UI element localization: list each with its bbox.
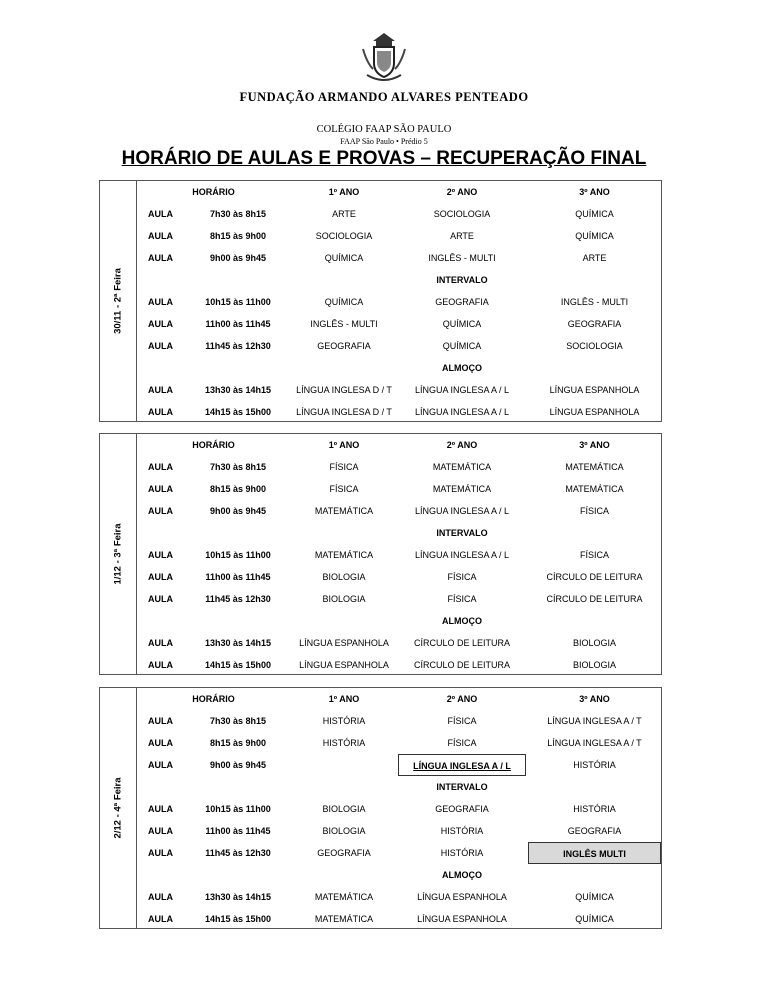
aula-label: AULA — [148, 341, 173, 351]
time-slot: 11h00 às 11h45 — [205, 572, 271, 582]
subject-year-2: LÍNGUA INGLESA A / L — [414, 506, 510, 516]
header-row — [137, 434, 661, 456]
subject-year-3: LÍNGUA INGLESA A / T — [547, 716, 642, 726]
day-label: 1/12 - 3ª Feira — [112, 523, 124, 585]
header-year-1: 1º ANO — [328, 187, 360, 197]
subject-year-2-highlighted: LÍNGUA INGLESA A / L — [398, 754, 526, 776]
day-label-column — [100, 181, 137, 421]
subject-year-2: FÍSICA — [447, 572, 477, 582]
time-slot: 11h00 às 11h45 — [205, 319, 271, 329]
almoco-label: ALMOÇO — [442, 363, 482, 373]
subject-year-2: GEOGRAFIA — [435, 297, 489, 307]
aula-label: AULA — [148, 914, 173, 924]
almoco-row — [137, 864, 661, 886]
table-row — [137, 203, 661, 225]
header-year-3: 3º ANO — [579, 694, 610, 704]
subject-year-3: MATEMÁTICA — [565, 462, 624, 472]
aula-label: AULA — [148, 892, 173, 902]
almoco-label: ALMOÇO — [442, 616, 482, 626]
subject-year-2: FÍSICA — [447, 738, 477, 748]
time-slot: 11h45 às 12h30 — [205, 341, 271, 351]
time-slot: 10h15 às 11h00 — [205, 804, 271, 814]
subject-year-1: LÍNGUA INGLESA D / T — [296, 385, 392, 395]
subject-year-1: INGLÊS - MULTI — [310, 319, 378, 329]
subject-year-1: HISTÓRIA — [322, 716, 366, 726]
time-slot: 13h30 às 14h15 — [204, 638, 272, 648]
aula-label: AULA — [148, 209, 173, 219]
subject-year-3: CÍRCULO DE LEITURA — [546, 572, 643, 582]
aula-label: AULA — [148, 231, 173, 241]
aula-label: AULA — [148, 572, 173, 582]
aula-label: AULA — [148, 253, 173, 263]
subject-year-2: LÍNGUA INGLESA A / L — [414, 550, 510, 560]
aula-label: AULA — [148, 319, 173, 329]
subject-year-2: QUÍMICA — [442, 341, 482, 351]
table-row — [137, 379, 661, 401]
table-row — [137, 886, 661, 908]
time-slot: 7h30 às 8h15 — [209, 209, 267, 219]
intervalo-row — [137, 269, 661, 291]
header-row — [137, 688, 661, 710]
aula-label: AULA — [148, 506, 173, 516]
aula-label: AULA — [148, 638, 173, 648]
header-year-1: 1º ANO — [328, 694, 360, 704]
intervalo-row — [137, 776, 661, 798]
aula-label: AULA — [148, 550, 173, 560]
subject-year-3: INGLÊS - MULTI — [560, 297, 629, 307]
intervalo-label: INTERVALO — [436, 275, 488, 285]
subject-year-3: MATEMÁTICA — [565, 484, 624, 494]
table-row — [137, 544, 661, 566]
table-row — [137, 401, 661, 423]
header-year-3: 3º ANO — [579, 440, 610, 450]
subject-year-3-highlighted: INGLÊS MULTI — [528, 842, 661, 864]
table-row — [137, 566, 661, 588]
time-slot: 10h15 às 11h00 — [205, 550, 271, 560]
aula-label: AULA — [148, 660, 173, 670]
table-row — [137, 842, 661, 864]
organization-name: FUNDAÇÃO ARMANDO ALVARES PENTEADO — [239, 90, 529, 104]
subject-year-1: MATEMÁTICA — [314, 892, 374, 902]
subject-year-3: GEOGRAFIA — [567, 319, 622, 329]
subject-year-3: QUÍMICA — [575, 209, 614, 219]
subject-year-1: MATEMÁTICA — [314, 914, 374, 924]
subject-year-1: LÍNGUA ESPANHOLA — [299, 638, 389, 648]
time-slot: 8h15 às 9h00 — [209, 231, 267, 241]
schedule-block-day-1 — [99, 180, 662, 422]
subject-year-2: LÍNGUA INGLESA A / L — [414, 385, 510, 395]
table-row — [137, 732, 661, 754]
subject-year-3: LÍNGUA ESPANHOLA — [549, 385, 640, 395]
aula-label: AULA — [148, 716, 173, 726]
intervalo-label: INTERVALO — [436, 528, 488, 538]
time-slot: 8h15 às 9h00 — [209, 738, 267, 748]
subject-year-3: SOCIOLOGIA — [566, 341, 623, 351]
subject-year-1: BIOLOGIA — [322, 594, 366, 604]
subject-year-2: INGLÊS - MULTI — [428, 253, 496, 263]
almoco-row — [137, 610, 661, 632]
day-label-column — [100, 688, 137, 928]
day-label: 30/11 - 2ª Feira — [112, 268, 124, 334]
aula-label: AULA — [148, 484, 173, 494]
aula-label: AULA — [148, 760, 173, 770]
time-slot: 9h00 às 9h45 — [209, 506, 267, 516]
schedule-block-day-2 — [99, 433, 662, 675]
page-title: HORÁRIO DE AULAS E PROVAS – RECUPERAÇÃO FINAL — [121, 148, 647, 169]
subject-year-2: FÍSICA — [447, 594, 477, 604]
subject-year-2: FÍSICA — [447, 716, 477, 726]
subject-year-3: QUÍMICA — [575, 914, 614, 924]
subject-year-3: ARTE — [582, 253, 607, 263]
subject-year-1: HISTÓRIA — [322, 738, 366, 748]
subject-year-3: FÍSICA — [579, 550, 609, 560]
table-row — [137, 908, 661, 930]
subject-year-3: QUÍMICA — [575, 892, 614, 902]
schedule-block-day-3 — [99, 687, 662, 929]
aula-label: AULA — [148, 848, 173, 858]
table-row — [137, 710, 661, 732]
header-year-1: 1º ANO — [328, 440, 360, 450]
time-slot: 13h30 às 14h15 — [204, 385, 272, 395]
aula-label: AULA — [148, 462, 173, 472]
aula-label: AULA — [148, 826, 173, 836]
building-location: FAAP São Paulo • Prédio 5 — [340, 137, 428, 146]
table-row — [137, 247, 661, 269]
subject-year-2: CÍRCULO DE LEITURA — [413, 660, 511, 670]
time-slot: 11h45 às 12h30 — [205, 848, 271, 858]
aula-label: AULA — [148, 804, 173, 814]
subject-year-1: SOCIOLOGIA — [315, 231, 373, 241]
subject-year-1 — [292, 754, 396, 776]
time-slot: 11h45 às 12h30 — [205, 594, 271, 604]
subject-year-2: HISTÓRIA — [440, 848, 484, 858]
subject-year-2: LÍNGUA ESPANHOLA — [417, 892, 507, 902]
subject-year-3: HISTÓRIA — [573, 804, 616, 814]
table-row — [137, 291, 661, 313]
table-row — [137, 798, 661, 820]
time-slot: 7h30 às 8h15 — [209, 716, 267, 726]
subject-year-2: LÍNGUA ESPANHOLA — [417, 914, 507, 924]
subject-year-1: MATEMÁTICA — [314, 506, 374, 516]
table-row — [137, 456, 661, 478]
subject-year-3: LÍNGUA ESPANHOLA — [549, 407, 640, 417]
day-label: 2/12 - 4ª Feira — [112, 777, 124, 839]
subject-year-1: BIOLOGIA — [322, 826, 366, 836]
subject-year-1: ARTE — [332, 209, 356, 219]
time-slot: 10h15 às 11h00 — [205, 297, 271, 307]
subject-year-2: QUÍMICA — [442, 319, 482, 329]
header-horario: HORÁRIO — [192, 694, 235, 704]
subject-year-2: SOCIOLOGIA — [433, 209, 491, 219]
subject-year-1: FÍSICA — [329, 462, 359, 472]
subject-year-3: BIOLOGIA — [572, 638, 616, 648]
subject-year-3: CÍRCULO DE LEITURA — [546, 594, 643, 604]
time-slot: 9h00 às 9h45 — [209, 760, 267, 770]
aula-label: AULA — [148, 738, 173, 748]
time-slot: 14h15 às 15h00 — [204, 407, 272, 417]
header-row — [137, 181, 661, 203]
aula-label: AULA — [148, 297, 173, 307]
subject-year-2: ARTE — [450, 231, 474, 241]
table-row — [137, 820, 661, 842]
intervalo-label: INTERVALO — [436, 782, 488, 792]
table-row — [137, 500, 661, 522]
subject-year-2: LÍNGUA INGLESA A / L — [414, 407, 510, 417]
time-slot: 13h30 às 14h15 — [204, 892, 272, 902]
subject-year-2: CÍRCULO DE LEITURA — [413, 638, 511, 648]
subject-year-2: MATEMÁTICA — [432, 484, 492, 494]
aula-label: AULA — [148, 407, 173, 417]
table-row — [137, 478, 661, 500]
subject-year-1: BIOLOGIA — [322, 572, 366, 582]
table-row — [137, 588, 661, 610]
subject-year-1: MATEMÁTICA — [314, 550, 374, 560]
subject-year-1: BIOLOGIA — [322, 804, 366, 814]
header-horario: HORÁRIO — [192, 187, 235, 197]
aula-label: AULA — [148, 385, 173, 395]
header-year-2: 2º ANO — [446, 440, 478, 450]
subject-year-3: LÍNGUA INGLESA A / T — [547, 738, 642, 748]
time-slot: 9h00 às 9h45 — [209, 253, 267, 263]
day-label-column — [100, 434, 137, 674]
subject-year-1: QUÍMICA — [324, 253, 364, 263]
subject-year-2: GEOGRAFIA — [435, 804, 489, 814]
time-slot: 11h00 às 11h45 — [205, 826, 271, 836]
header-year-2: 2º ANO — [446, 694, 478, 704]
almoco-label: ALMOÇO — [442, 870, 482, 880]
table-row — [137, 313, 661, 335]
almoco-row — [137, 357, 661, 379]
time-slot: 14h15 às 15h00 — [204, 914, 272, 924]
time-slot: 14h15 às 15h00 — [204, 660, 272, 670]
subject-year-1: LÍNGUA ESPANHOLA — [299, 660, 389, 670]
table-row — [137, 654, 661, 676]
subject-year-2: MATEMÁTICA — [432, 462, 492, 472]
table-row — [137, 632, 661, 654]
table-row — [137, 754, 661, 776]
subject-year-1: GEOGRAFIA — [317, 341, 371, 351]
aula-label: AULA — [148, 594, 173, 604]
subject-year-1: FÍSICA — [329, 484, 359, 494]
table-row — [137, 335, 661, 357]
table-row — [137, 225, 661, 247]
coat-of-arms-logo — [359, 29, 409, 85]
subject-year-3: QUÍMICA — [575, 231, 614, 241]
subject-year-1: LÍNGUA INGLESA D / T — [296, 407, 392, 417]
header-year-2: 2º ANO — [446, 187, 478, 197]
header-year-3: 3º ANO — [579, 187, 610, 197]
college-name: COLÉGIO FAAP SÃO PAULO — [316, 124, 452, 135]
subject-year-3: BIOLOGIA — [572, 660, 616, 670]
header-horario: HORÁRIO — [192, 440, 235, 450]
subject-year-2: HISTÓRIA — [440, 826, 484, 836]
subject-year-1: GEOGRAFIA — [317, 848, 371, 858]
subject-year-3: FÍSICA — [579, 506, 609, 516]
subject-year-1: QUÍMICA — [324, 297, 364, 307]
time-slot: 8h15 às 9h00 — [209, 484, 267, 494]
subject-year-3: GEOGRAFIA — [567, 826, 622, 836]
time-slot: 7h30 às 8h15 — [209, 462, 267, 472]
intervalo-row — [137, 522, 661, 544]
subject-year-3: HISTÓRIA — [573, 760, 616, 770]
